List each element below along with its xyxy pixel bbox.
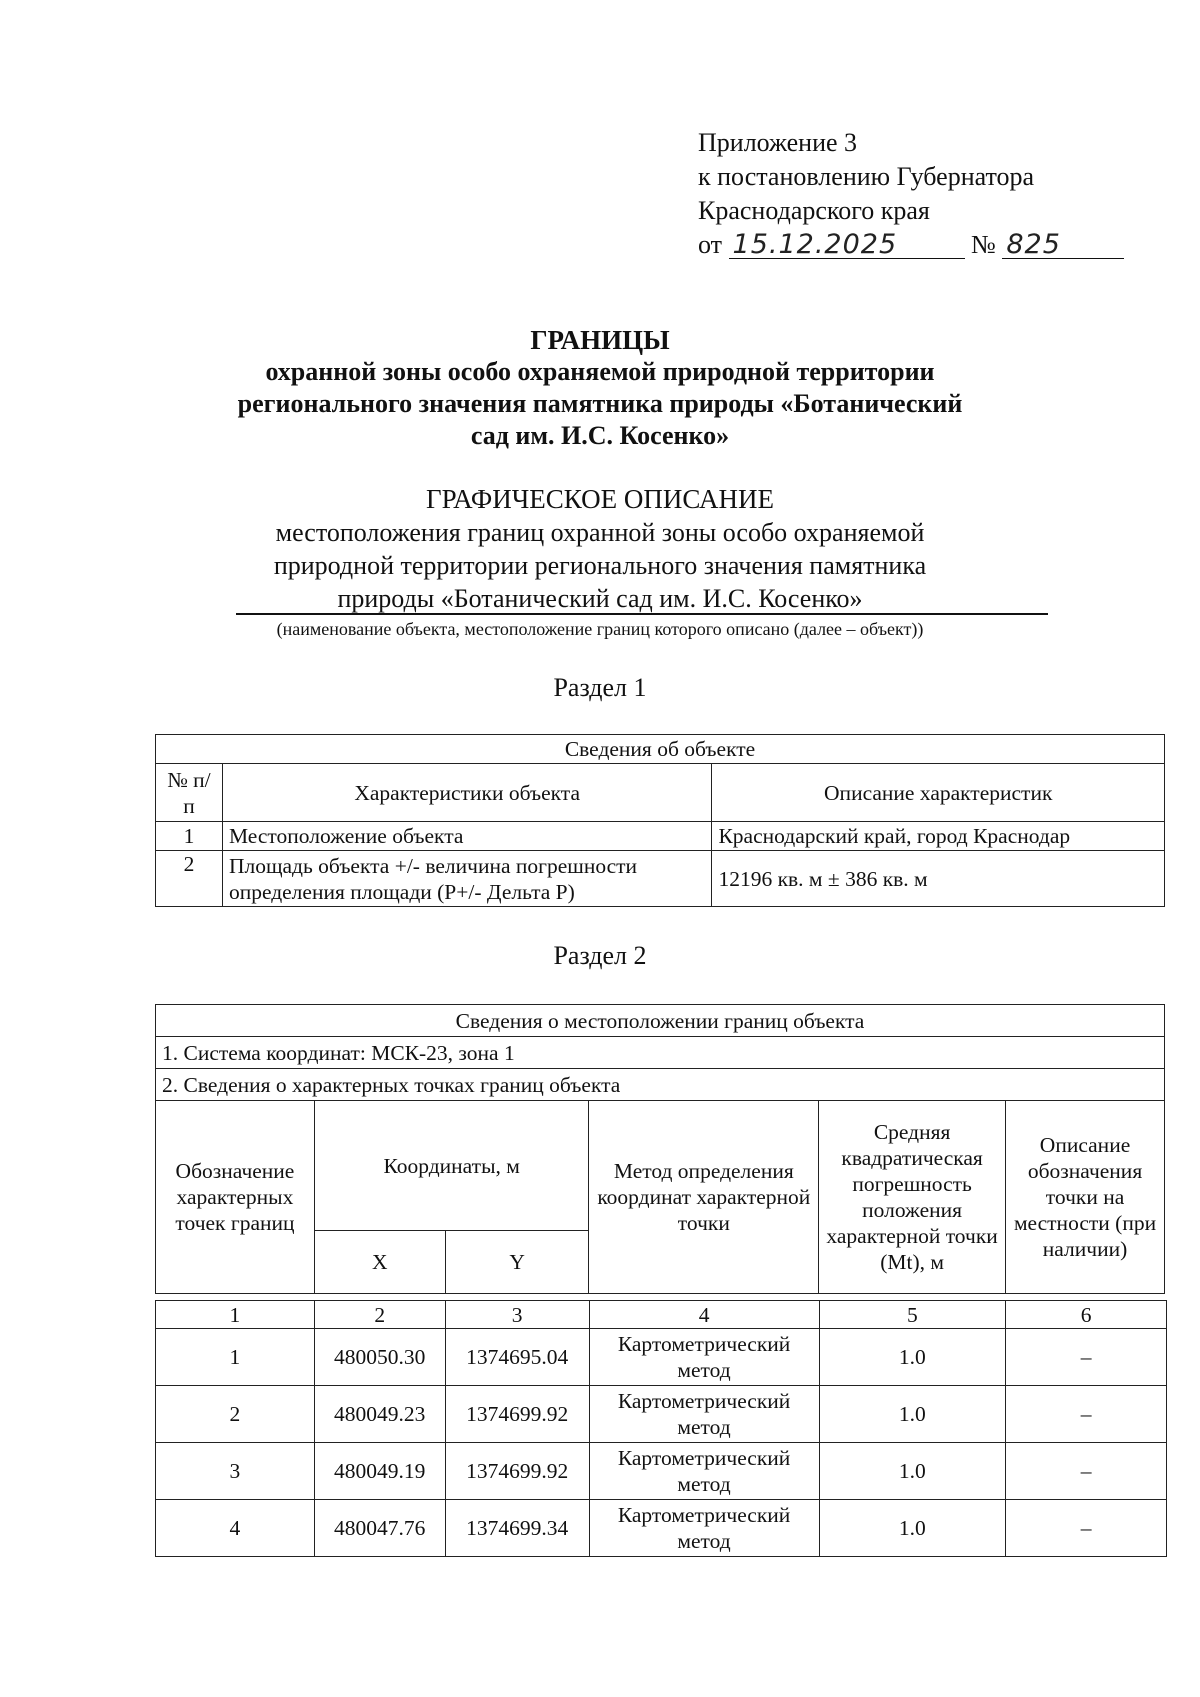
point-method: Картометрический метод (589, 1443, 819, 1500)
date-prefix: от (698, 230, 723, 259)
table-header-row (156, 764, 1165, 822)
boundary-header-table (155, 1004, 1165, 1294)
number-field (1002, 229, 1124, 260)
subtitle-line-2: регионального значения памятника природы «Ботанический (237, 389, 963, 418)
graphic-line-1: местоположения границ охранной зоны особо охраняемой (275, 518, 925, 547)
col-desc-header: Описание характеристик (712, 764, 1165, 822)
point-id: 1 (156, 1329, 315, 1386)
col-number: 6 (1006, 1301, 1167, 1329)
table-row (156, 1443, 1167, 1500)
date-field (729, 229, 965, 260)
coordinate-system: 1. Система координат: МСК-23, зона 1 (156, 1037, 1165, 1069)
point-error: 1.0 (819, 1329, 1006, 1386)
point-method: Картометрический метод (589, 1329, 819, 1386)
graphic-line-3: природы «Ботанический сад им. И.С. Косенко» (337, 584, 863, 613)
graphic-underline (236, 613, 1048, 615)
document-subtitle (0, 356, 1200, 452)
graphic-description-title: ГРАФИЧЕСКОЕ ОПИСАНИЕ (425, 484, 775, 514)
col-number: 4 (589, 1301, 819, 1329)
row-char: Площадь объекта +/- величина погрешности определения площади (P+/- Дельта P) (222, 851, 712, 907)
table-title-row (156, 735, 1165, 764)
table-header-row (156, 1101, 1165, 1231)
appendix-date-line (698, 228, 1124, 262)
col-num-header: № п/п (156, 764, 223, 822)
document-title: ГРАНИЦЫ (530, 325, 670, 355)
row-num: 2 (156, 851, 223, 907)
object-info-table (155, 734, 1165, 907)
graphic-caption: (наименование объекта, местоположение границ которого описано (далее – объект)) (276, 619, 924, 639)
point-id: 3 (156, 1443, 315, 1500)
appendix-header (698, 126, 1124, 262)
point-id: 2 (156, 1386, 315, 1443)
point-description: – (1006, 1500, 1167, 1557)
boundary-points-table (155, 1300, 1167, 1557)
column-number-row (156, 1301, 1167, 1329)
point-id: 4 (156, 1500, 315, 1557)
object-info-title: Сведения об объекте (156, 735, 1165, 764)
point-y: 1374699.92 (445, 1386, 589, 1443)
point-method: Картометрический метод (589, 1386, 819, 1443)
graphic-line-2: природной территории регионального значения памятника (273, 551, 927, 580)
point-error: 1.0 (819, 1443, 1006, 1500)
boundary-table-title: Сведения о местоположении границ объекта (156, 1005, 1165, 1037)
point-y: 1374699.34 (445, 1500, 589, 1557)
col-designation-header: Обозначение характерных точек границ (156, 1101, 315, 1294)
graphic-description-text (0, 516, 1200, 615)
subtitle-line-1: охранной зоны особо охраняемой природной территории (265, 357, 935, 386)
row-char: Местоположение объекта (222, 822, 712, 851)
appendix-line-1: Приложение 3 (698, 128, 858, 157)
col-coords-header: Координаты, м (314, 1101, 589, 1231)
section-1-heading: Раздел 1 (553, 673, 647, 702)
handwritten-number: 825 (1006, 229, 1061, 260)
point-y: 1374695.04 (445, 1329, 589, 1386)
points-info-row (156, 1069, 1165, 1101)
table-title-row (156, 1005, 1165, 1037)
point-description: – (1006, 1386, 1167, 1443)
col-y-header: Y (445, 1231, 589, 1294)
col-error-header: Средняя квадратическая погрешность положения характерной точки (Mt), м (819, 1101, 1006, 1294)
col-method-header: Метод определения координат характерной точки (589, 1101, 819, 1294)
point-description: – (1006, 1329, 1167, 1386)
col-number: 5 (819, 1301, 1006, 1329)
col-number: 3 (445, 1301, 589, 1329)
point-y: 1374699.92 (445, 1443, 589, 1500)
point-error: 1.0 (819, 1500, 1006, 1557)
table-row (156, 1500, 1167, 1557)
appendix-line-3: Краснодарского края (698, 196, 930, 225)
point-description: – (1006, 1443, 1167, 1500)
point-x: 480049.19 (314, 1443, 445, 1500)
row-desc: 12196 кв. м ± 386 кв. м (712, 851, 1165, 907)
number-prefix: № (971, 230, 996, 259)
point-x: 480047.76 (314, 1500, 445, 1557)
col-number: 1 (156, 1301, 315, 1329)
table-row (156, 1329, 1167, 1386)
row-desc: Краснодарский край, город Краснодар (712, 822, 1165, 851)
section-2-heading: Раздел 2 (553, 941, 647, 970)
col-description-header: Описание обозначения точки на местности (при наличии) (1006, 1101, 1165, 1294)
row-num: 1 (156, 822, 223, 851)
col-x-header: X (314, 1231, 445, 1294)
point-method: Картометрический метод (589, 1500, 819, 1557)
points-info: 2. Сведения о характерных точках границ объекта (156, 1069, 1165, 1101)
coordinate-system-row (156, 1037, 1165, 1069)
appendix-line-2: к постановлению Губернатора (698, 162, 1035, 191)
subtitle-line-3: сад им. И.С. Косенко» (470, 421, 730, 450)
table-row (156, 822, 1165, 851)
point-x: 480049.23 (314, 1386, 445, 1443)
point-x: 480050.30 (314, 1329, 445, 1386)
table-row (156, 851, 1165, 907)
handwritten-date: 15.12.2025 (732, 229, 898, 260)
table-row (156, 1386, 1167, 1443)
col-number: 2 (314, 1301, 445, 1329)
point-error: 1.0 (819, 1386, 1006, 1443)
col-char-header: Характеристики объекта (222, 764, 712, 822)
